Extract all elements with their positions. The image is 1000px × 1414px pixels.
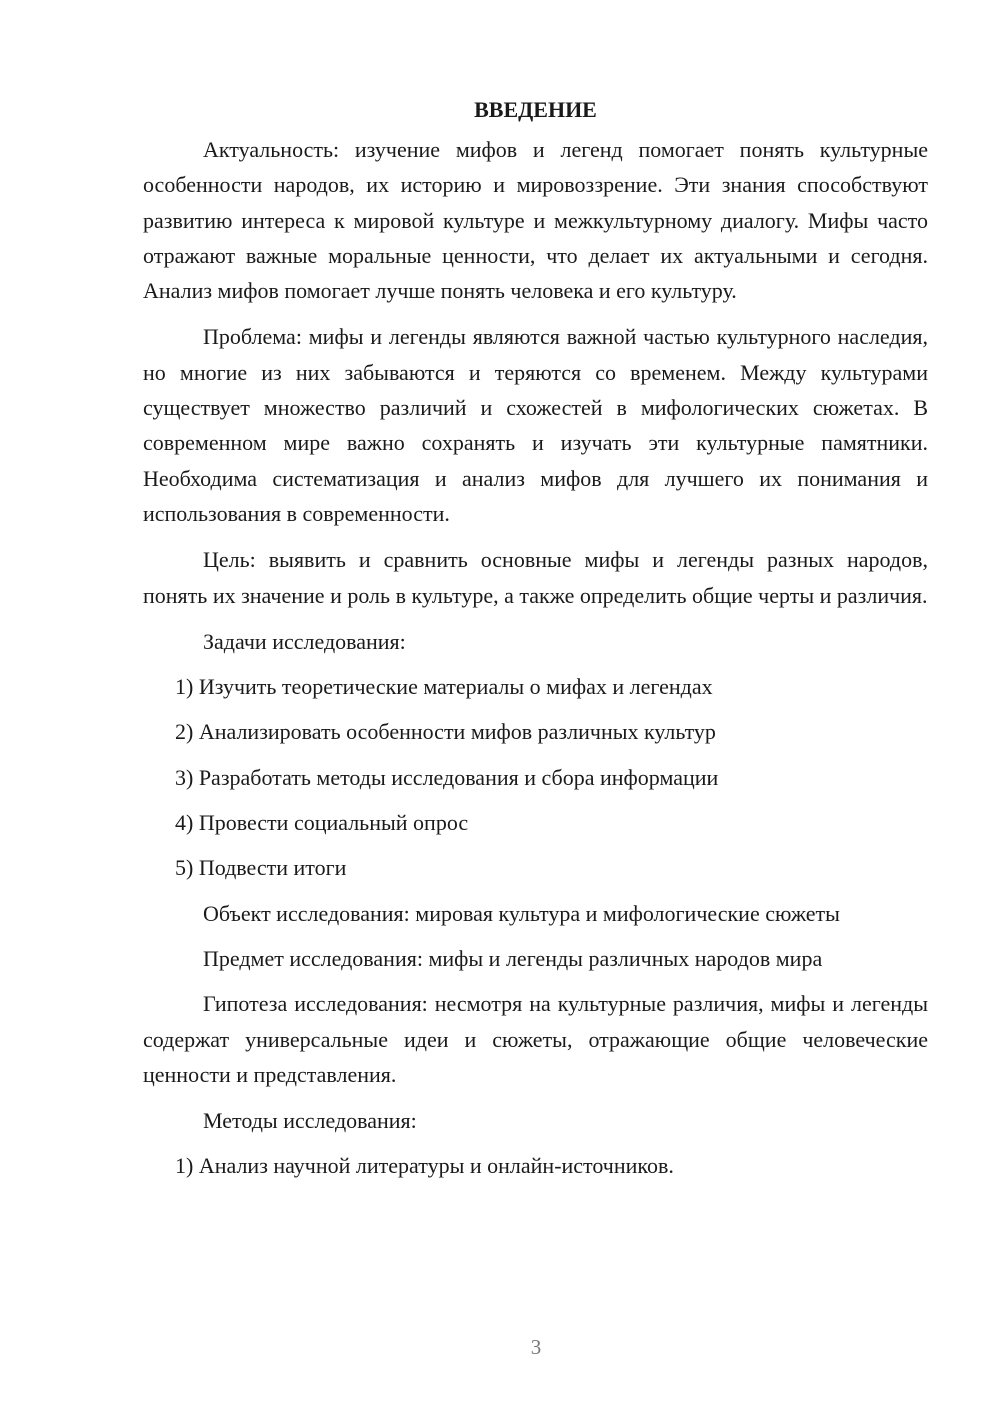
- paragraph-goal: Цель: выявить и сравнить основные мифы и легенды разных народов, понять их значение и роль в культуре, а также определить общие черты и различия.: [143, 547, 928, 608]
- page-number: 3: [530, 1335, 542, 1359]
- list-item: 1) Изучить теоретические материалы о мифах и легендах: [175, 674, 713, 700]
- methods-heading: Методы исследования:: [203, 1108, 417, 1134]
- methods-list: [143, 1148, 928, 1183]
- paragraph-problem: Проблема: мифы и легенды являются важной частью культурного наследия, но многие из них забываются и теряются со временем. Между культурами существует множество различий и схожестей в мифологических сюжетах. В современном мире важно сохранять и изучать эти культурные памятники. Необходима систематизация и анализ мифов для лучшего их понимания и использования в современности.: [143, 324, 928, 526]
- list-item: 1) Анализ научной литературы и онлайн-источников.: [175, 1153, 674, 1179]
- page-content: [143, 92, 928, 1194]
- list-item: 4) Провести социальный опрос: [175, 810, 469, 836]
- list-item: 2) Анализировать особенности мифов различных культур: [175, 719, 716, 745]
- list-item: 5) Подвести итоги: [175, 855, 347, 881]
- research-subject: Предмет исследования: мифы и легенды различных народов мира: [203, 945, 823, 971]
- tasks-heading: Задачи исследования:: [203, 628, 406, 654]
- research-object: Объект исследования: мировая культура и мифологические сюжеты: [203, 900, 840, 926]
- tasks-list: [143, 669, 928, 885]
- list-item: 3) Разработать методы исследования и сбора информации: [175, 764, 719, 790]
- paragraph-hypothesis: Гипотеза исследования: несмотря на культурные различия, мифы и легенды содержат универсальные идеи и сюжеты, отражающие общие человеческие ценности и представления.: [143, 991, 928, 1087]
- paragraph-relevance: Актуальность: изучение мифов и легенд помогает понять культурные особенности народов, их историю и мировоззрение. Эти знания способствуют развитию интереса к мировой культуре и межкультурному диалогу. Мифы часто отражают важные моральные ценности, что делает их актуальными и сегодня. Анализ мифов помогает лучше понять человека и его культуру.: [143, 137, 928, 304]
- document-title: ВВЕДЕНИЕ: [474, 97, 597, 122]
